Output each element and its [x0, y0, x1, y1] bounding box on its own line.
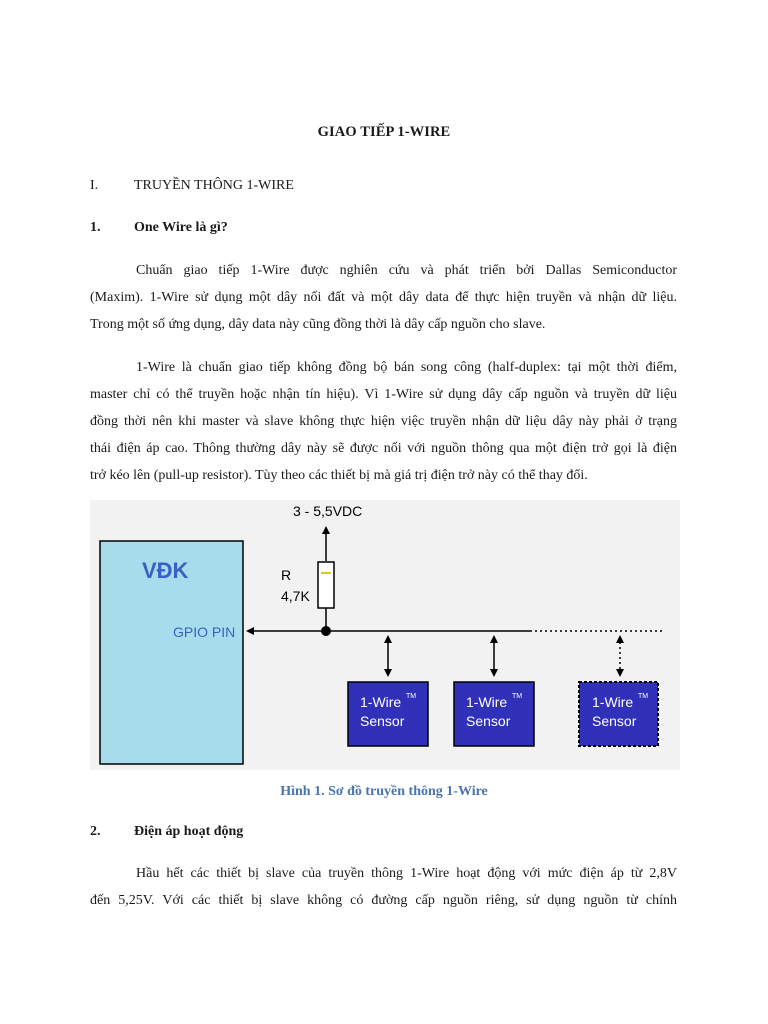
sensor-1-name: 1-Wire — [360, 694, 402, 710]
subsection-number: 1. — [90, 220, 101, 235]
sensor-2-name: 1-Wire — [466, 694, 508, 710]
paragraph-line: trở kéo lên (pull-up resistor). Tùy theo các thiết bị mà giá trị điện trở này có thể thay đổi. — [90, 468, 588, 483]
sensor-2-type: Sensor — [466, 713, 511, 729]
pull-up-resistor — [318, 562, 334, 608]
sensor-1-type: Sensor — [360, 713, 405, 729]
subsection-title: Điện áp hoạt động — [134, 824, 244, 839]
paragraph-line: Chuẩn giao tiếp 1-Wire được nghiên cứu và phát triển bởi Dallas Semiconductor — [136, 263, 677, 278]
sensor-3-type: Sensor — [592, 713, 637, 729]
figure-caption: Hình 1. Sơ đồ truyền thông 1-Wire — [280, 784, 488, 799]
paragraph-3 — [90, 860, 677, 914]
section-title: TRUYỀN THÔNG 1-WIRE — [134, 178, 294, 193]
paragraph-line: Hầu hết các thiết bị slave của truyền thông 1-Wire hoạt động với mức điện áp từ 2,8V — [136, 866, 677, 881]
paragraph-line: master chỉ có thể truyền hoặc nhận tín hiệu). Vì 1-Wire sử dụng dây cấp nguồn và truyền dữ liệu — [90, 387, 677, 402]
mcu-label: VĐK — [142, 558, 189, 583]
paragraph-2 — [90, 354, 677, 489]
paragraph-line: 1-Wire là chuẩn giao tiếp không đồng bộ bán song công (half-duplex: tại một thời điểm, — [136, 360, 677, 375]
subsection-number: 2. — [90, 824, 101, 839]
paragraph-line: đến 5,25V. Với các thiết bị slave không có đường cấp nguồn riêng, sử dụng nguồn từ chính — [90, 893, 677, 908]
paragraph-line: Trong một số ứng dụng, dây data này cũng đồng thời là dây cấp nguồn cho slave. — [90, 317, 546, 332]
resistor-name-label: R — [281, 567, 292, 583]
sensor-2-trademark: TM — [512, 693, 523, 700]
section-number: I. — [90, 178, 99, 193]
resistor-value-label: 4,7K — [281, 588, 310, 604]
sensor-3-name: 1-Wire — [592, 694, 634, 710]
paragraph-line: đồng thời nên khi master và slave không thực hiện việc truyền nhận dữ liệu dây này phải ở trạng — [90, 414, 677, 429]
sensor-1-trademark: TM — [406, 693, 417, 700]
paragraph-line: thái điện áp cao. Thông thường dây này sẽ được nối với nguồn thông qua một điện trở gọi là điện — [90, 441, 677, 456]
one-wire-diagram — [90, 500, 680, 770]
diagram-svg — [90, 500, 680, 770]
document-title: GIAO TIẾP 1-WIRE — [317, 124, 451, 140]
sensor-3-trademark: TM — [638, 693, 649, 700]
supply-voltage-label: 3 - 5,5VDC — [293, 503, 363, 519]
gpio-pin-label: GPIO PIN — [173, 624, 236, 640]
paragraph-1 — [90, 257, 677, 338]
subsection-title: One Wire là gì? — [134, 220, 228, 235]
paragraph-line: (Maxim). 1-Wire sử dụng một dây nối đất và một dây data để thực hiện truyền và nhận dữ liệu. — [90, 290, 677, 305]
bus-junction-dot — [321, 626, 331, 636]
